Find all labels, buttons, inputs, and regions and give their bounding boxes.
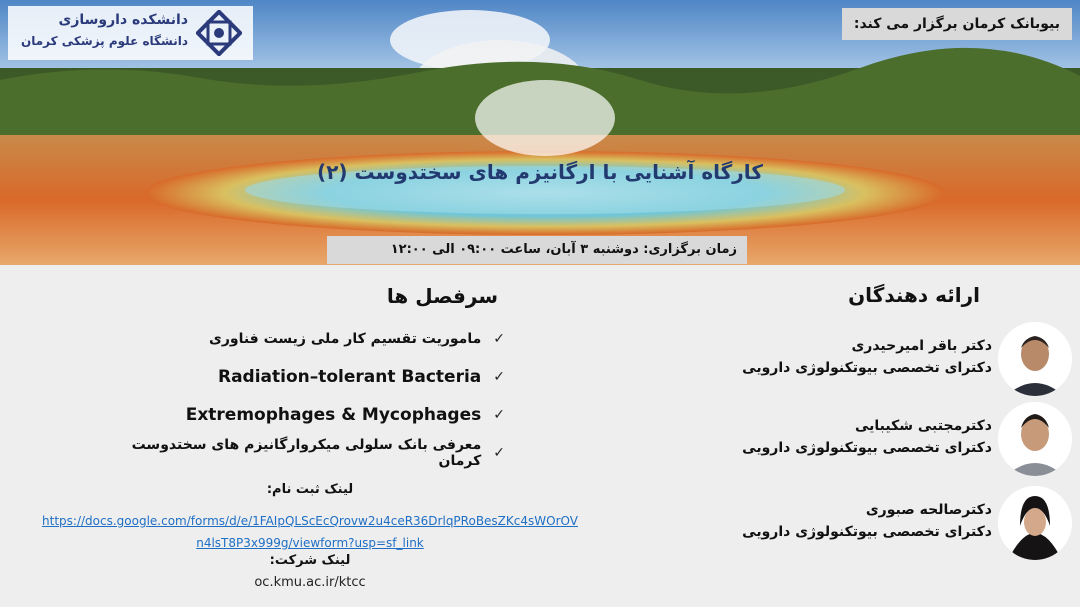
presenter-photo bbox=[998, 402, 1072, 476]
join-link[interactable]: oc.kmu.ac.ir/ktcc bbox=[254, 575, 366, 590]
faculty-logo-text bbox=[16, 12, 188, 48]
organizer-label: بیوبانک کرمان برگزار می کند: bbox=[842, 8, 1072, 40]
presenter-card bbox=[632, 322, 992, 398]
workshop-title: کارگاه آشنایی با ارگانیزم های سختدوست (۲) bbox=[317, 160, 763, 184]
faculty-name: دانشکده داروسازی bbox=[58, 12, 188, 28]
list-item bbox=[85, 396, 505, 434]
check-icon: ✓ bbox=[493, 369, 505, 385]
presenter-card bbox=[632, 486, 992, 562]
check-icon: ✓ bbox=[493, 445, 505, 461]
topic-text: Radiation–tolerant Bacteria bbox=[217, 367, 482, 387]
list-item bbox=[85, 320, 505, 358]
topic-text: ماموریت تقسیم کار ملی زیست فناوری bbox=[208, 331, 482, 347]
presenter-degree: دکترای تخصصی بیوتکنولوژی دارویی bbox=[742, 440, 992, 456]
join-link-label: لینک شرکت: bbox=[269, 553, 351, 568]
topic-text: معرفی بانک سلولی میکروارگانیزم های سختدوست کرمان bbox=[131, 437, 482, 469]
topics-list bbox=[85, 320, 505, 472]
university-logo-icon bbox=[196, 10, 242, 56]
registration-link[interactable]: https://docs.google.com/forms/d/e/1FAIpQLScEcQrovw2u4ceR36DrlqPRoBesZKc4sWOrOVn4lsT8P3x999g/viewform?usp=sf_link bbox=[42, 514, 578, 550]
list-item bbox=[85, 434, 505, 472]
registration-link-label: لینک ثبت نام: bbox=[266, 482, 354, 497]
presenter-degree: دکترای تخصصی بیوتکنولوژی دارویی bbox=[742, 360, 992, 376]
check-icon: ✓ bbox=[493, 331, 505, 347]
presenter-degree: دکترای تخصصی بیوتکنولوژی دارویی bbox=[742, 524, 992, 540]
event-time: زمان برگزاری: دوشنبه ۳ آبان، ساعت ۰۹:۰۰ الی ۱۲:۰۰ bbox=[327, 236, 747, 264]
topic-text: Extremophages & Mycophages bbox=[185, 405, 482, 425]
presenters-heading: ارائه دهندگان bbox=[848, 283, 980, 307]
check-icon: ✓ bbox=[493, 407, 505, 423]
university-name: دانشگاه علوم پزشکی کرمان bbox=[20, 34, 188, 48]
presenter-name: دکتر باقر امیرحیدری bbox=[851, 338, 992, 354]
presenter-card bbox=[632, 402, 992, 478]
presenter-name: دکترمجتبی شکیبایی bbox=[855, 418, 992, 434]
faculty-logo-box bbox=[8, 6, 253, 60]
list-item bbox=[85, 358, 505, 396]
presenter-photo bbox=[998, 486, 1072, 560]
topics-heading: سرفصل ها bbox=[386, 284, 498, 308]
presenter-photo bbox=[998, 322, 1072, 396]
presenter-name: دکترصالحه صبوری bbox=[865, 502, 992, 518]
